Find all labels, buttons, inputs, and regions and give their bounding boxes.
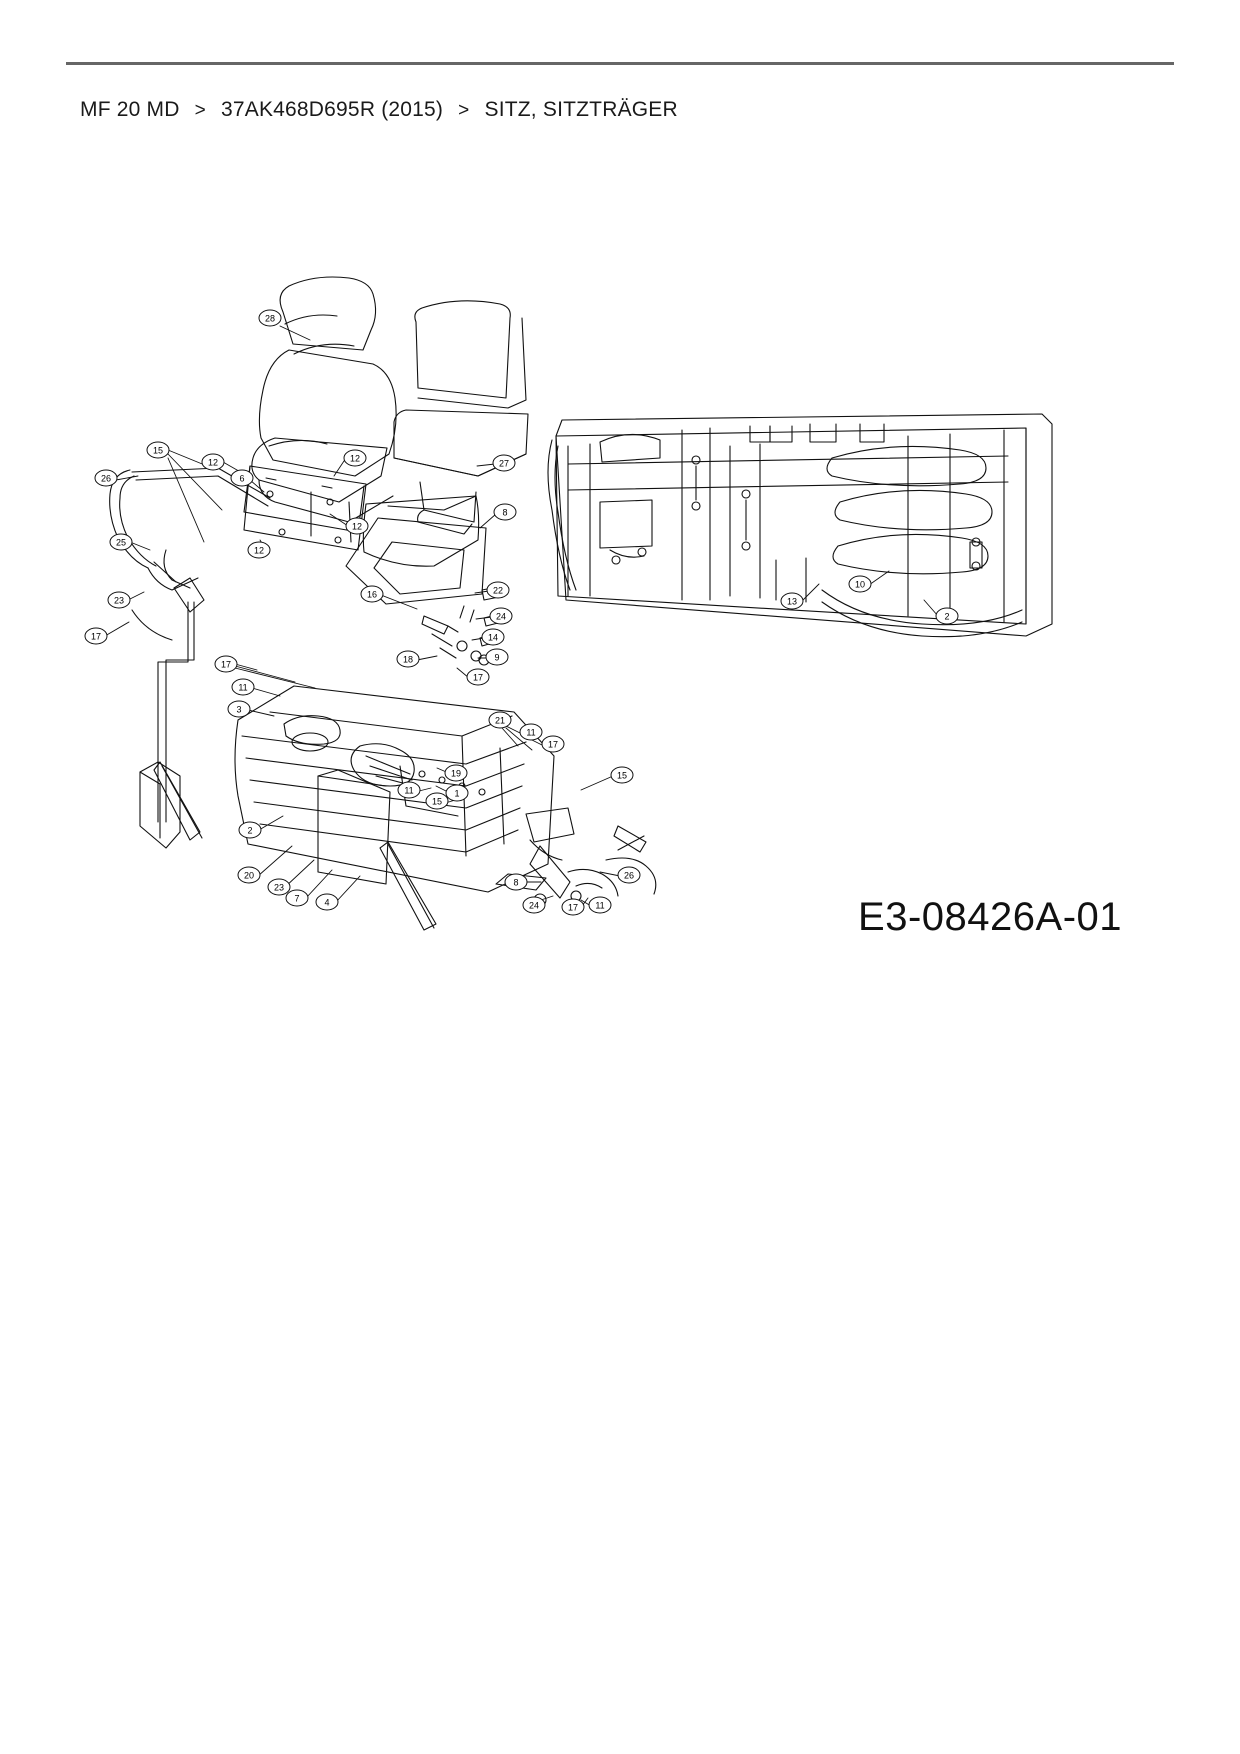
svg-text:22: 22	[492, 585, 504, 596]
callout	[611, 767, 633, 783]
breadcrumb-separator: >	[458, 100, 470, 121]
svg-text:2: 2	[247, 825, 253, 836]
rod-left	[140, 602, 194, 848]
callout	[85, 628, 107, 644]
header-divider	[66, 62, 1174, 65]
svg-text:8: 8	[513, 877, 519, 888]
callout	[936, 608, 958, 624]
svg-text:11: 11	[238, 682, 248, 693]
callout	[542, 736, 564, 752]
breadcrumb	[80, 98, 678, 122]
seat-bracket	[244, 466, 366, 550]
svg-text:27: 27	[498, 458, 510, 469]
callout	[346, 518, 368, 534]
svg-text:17: 17	[472, 672, 484, 683]
callout	[493, 455, 515, 471]
callout	[490, 608, 512, 624]
breadcrumb-separator: >	[194, 100, 206, 121]
callout	[268, 879, 290, 895]
callout	[494, 504, 516, 520]
svg-text:23: 23	[113, 595, 125, 606]
callout	[520, 724, 542, 740]
svg-text:19: 19	[450, 768, 462, 779]
callout	[344, 450, 366, 466]
svg-text:23: 23	[273, 882, 285, 893]
callout	[361, 586, 383, 602]
callout	[487, 582, 509, 598]
svg-text:17: 17	[567, 902, 579, 913]
callout	[523, 897, 545, 913]
breadcrumb-item-section[interactable]: SITZ, SITZTRÄGER	[484, 98, 678, 121]
svg-text:12: 12	[351, 521, 363, 532]
parts-diagram	[70, 250, 1170, 950]
svg-text:21: 21	[494, 715, 506, 726]
seat-pan	[363, 496, 478, 566]
callout	[316, 894, 338, 910]
callout	[286, 890, 308, 906]
callout	[781, 593, 803, 609]
seat-secondary	[394, 301, 528, 534]
svg-text:12: 12	[349, 453, 361, 464]
svg-text:6: 6	[239, 473, 245, 484]
svg-text:26: 26	[100, 473, 112, 484]
svg-text:7: 7	[294, 893, 300, 904]
breadcrumb-item-model[interactable]: MF 20 MD	[80, 98, 180, 121]
callout	[232, 679, 254, 695]
callout	[562, 899, 584, 915]
callout	[589, 897, 611, 913]
callout	[259, 310, 281, 326]
callout	[445, 765, 467, 781]
callout	[426, 793, 448, 809]
svg-text:24: 24	[528, 900, 540, 911]
lower-right-bracket	[496, 808, 656, 906]
callout	[482, 629, 504, 645]
svg-text:10: 10	[854, 579, 866, 590]
callout	[202, 454, 224, 470]
callout	[849, 576, 871, 592]
breadcrumb-item-serial[interactable]: 37AK468D695R (2015)	[221, 98, 444, 121]
callout	[95, 470, 117, 486]
svg-text:17: 17	[90, 631, 102, 642]
svg-text:15: 15	[152, 445, 164, 456]
svg-text:26: 26	[623, 870, 635, 881]
svg-text:9: 9	[494, 652, 500, 663]
callout	[489, 712, 511, 728]
leader-lines	[105, 326, 938, 906]
svg-text:4: 4	[324, 897, 330, 908]
callout	[618, 867, 640, 883]
svg-text:8: 8	[502, 507, 508, 518]
svg-text:3: 3	[236, 704, 242, 715]
callout	[228, 701, 250, 717]
svg-text:1: 1	[454, 788, 460, 799]
callout	[398, 782, 420, 798]
svg-text:16: 16	[366, 589, 378, 600]
svg-text:11: 11	[404, 785, 414, 796]
svg-text:18: 18	[402, 654, 414, 665]
svg-text:28: 28	[264, 313, 276, 324]
svg-text:15: 15	[616, 770, 628, 781]
svg-text:13: 13	[786, 596, 798, 607]
callout	[505, 874, 527, 890]
svg-text:17: 17	[547, 739, 559, 750]
callout	[108, 592, 130, 608]
callout	[147, 442, 169, 458]
callout	[110, 534, 132, 550]
svg-text:15: 15	[431, 796, 443, 807]
drawing-code: E3-08426A-01	[858, 895, 1122, 939]
svg-text:12: 12	[253, 545, 265, 556]
callout	[239, 822, 261, 838]
svg-text:14: 14	[487, 632, 499, 643]
callout	[467, 669, 489, 685]
svg-text:25: 25	[115, 537, 127, 548]
callout	[486, 649, 508, 665]
svg-text:17: 17	[220, 659, 232, 670]
svg-text:2: 2	[944, 611, 950, 622]
svg-text:11: 11	[595, 900, 605, 911]
svg-text:20: 20	[243, 870, 255, 881]
svg-text:24: 24	[495, 611, 507, 622]
callout	[248, 542, 270, 558]
callout	[231, 470, 253, 486]
callout	[446, 785, 468, 801]
callout	[215, 656, 237, 672]
svg-text:11: 11	[526, 727, 536, 738]
callout	[397, 651, 419, 667]
svg-text:12: 12	[207, 457, 219, 468]
callout	[238, 867, 260, 883]
